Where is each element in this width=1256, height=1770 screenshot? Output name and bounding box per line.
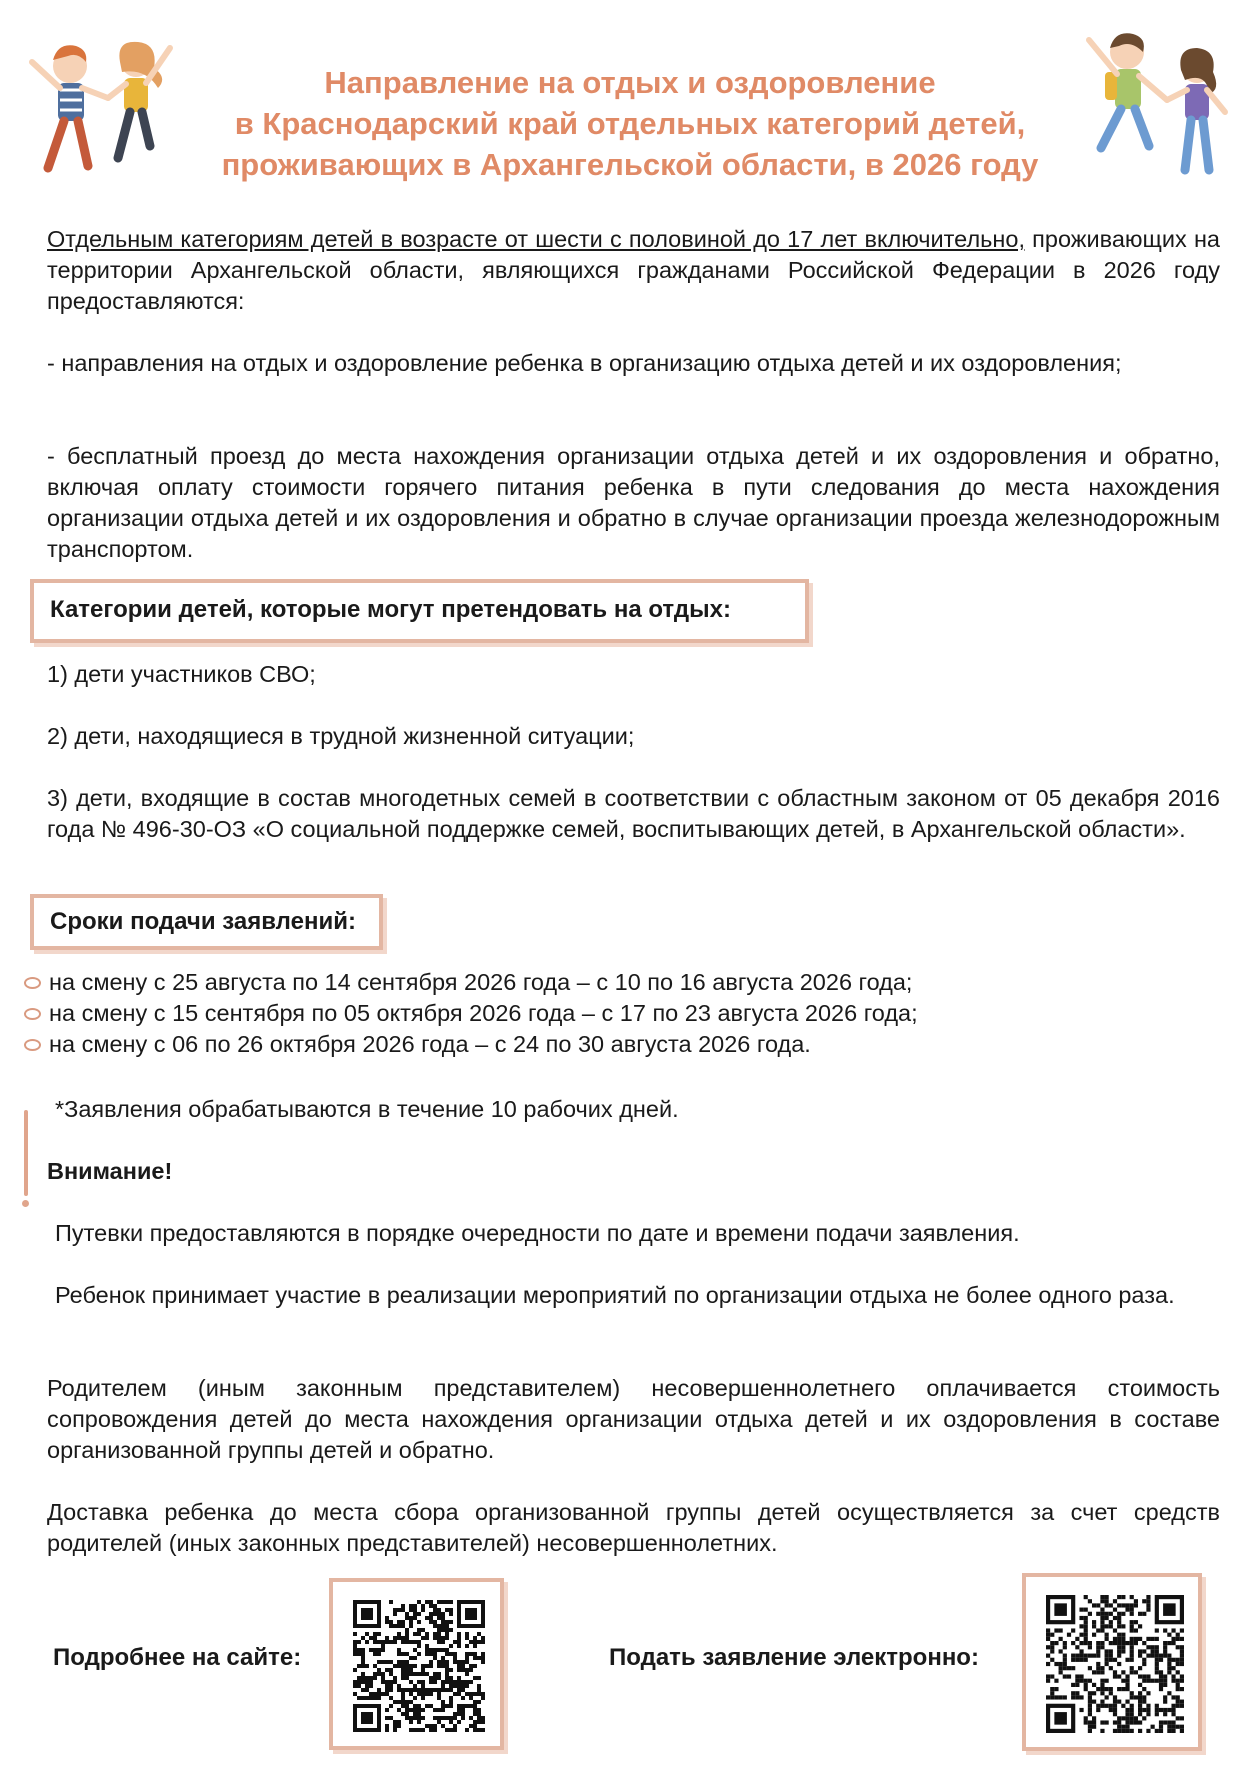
side-accent-dot xyxy=(22,1200,29,1207)
deadlines-heading: Сроки подачи заявлений: xyxy=(50,908,356,935)
attention-p2: Ребенок принимает участие в реализации мероприятий по организации отдыха не более одного раза. xyxy=(55,1282,1175,1308)
category-3: 3) дети, входящие в состав многодетных семей в соответствии с областным законом от 05 декабря 2016 года № 496-30-ОЗ «О социальной поддержке семей, воспитывающих детей, в Архангельской области». xyxy=(47,785,1220,842)
list-item: на смену с 15 сентября по 05 октября 2026 года – с 17 по 23 августа 2026 года; xyxy=(24,998,918,1029)
category-2: 2) дети, находящиеся в трудной жизненной ситуации; xyxy=(47,723,635,749)
bullet-icon xyxy=(24,1039,41,1051)
processing-note: *Заявления обрабатываются в течение 10 рабочих дней. xyxy=(55,1096,679,1122)
page-title xyxy=(170,62,1090,185)
category-1: 1) дети участников СВО; xyxy=(47,661,316,687)
title-line-2: в Краснодарский край отдельных категорий детей, xyxy=(234,106,1026,141)
attention-p1: Путевки предоставляются в порядке очередности по дате и времени подачи заявления. xyxy=(55,1220,1020,1246)
apply-qr-code[interactable] xyxy=(1046,1595,1184,1733)
site-label: Подробнее на сайте: xyxy=(53,1644,302,1671)
site-qr-frame[interactable] xyxy=(329,1578,504,1750)
bullet-icon xyxy=(24,1008,41,1020)
title-line-1: Направление на отдых и оздоровление xyxy=(324,65,936,100)
provision-1: - направления на отдых и оздоровление ребенка в организацию отдыха детей и их оздоровления; xyxy=(47,350,1122,376)
attention-p3: Родителем (иным законным представителем) несовершеннолетнего оплачивается стоимость сопровождения детей до места нахождения организации отдыха детей и их оздоровления в составе организованной группы детей и обратно. xyxy=(47,1375,1220,1463)
list-item: на смену с 25 августа по 14 сентября 2026 года – с 10 по 16 августа 2026 года; xyxy=(24,967,918,998)
intro-underlined: Отдельным категориям детей в возрасте от шести с половиной до 17 лет включительно, xyxy=(47,226,1025,252)
intro-paragraph xyxy=(47,224,1220,317)
attention-heading: Внимание! xyxy=(47,1158,173,1184)
apply-label: Подать заявление электронно: xyxy=(609,1644,979,1671)
attention-p4: Доставка ребенка до места сбора организованной группы детей осуществляется за счет средств родителей (иных законных представителей) несовершеннолетних. xyxy=(47,1499,1220,1556)
side-accent-bar xyxy=(24,1110,28,1196)
site-qr-code[interactable] xyxy=(353,1600,485,1732)
categories-heading: Категории детей, которые могут претендовать на отдых: xyxy=(50,596,731,623)
categories-heading-box xyxy=(30,579,809,643)
deadlines-heading-box xyxy=(30,894,383,950)
intro-rest: проживающих на территории Архангельской области, являющихся гражданами Российской Федерации в 2026 году предоставляются: xyxy=(47,226,1220,314)
deadlines-list xyxy=(24,967,918,1060)
bullet-icon xyxy=(24,977,41,989)
provision-2: - бесплатный проезд до места нахождения организации отдыха детей и их оздоровления и обратно, включая оплату стоимости горячего питания ребенка в пути следования до места нахождения организации отдыха детей и их оздоровления и обратно в случае организации проезда железнодорожным транспортом. xyxy=(47,443,1220,562)
apply-qr-frame[interactable] xyxy=(1022,1573,1202,1751)
children-illustration-left xyxy=(18,28,183,188)
list-item: на смену с 06 по 26 октября 2026 года – с 24 по 30 августа 2026 года. xyxy=(24,1029,918,1060)
title-line-3: проживающих в Архангельской области, в 2026 году xyxy=(221,147,1039,182)
children-illustration-right xyxy=(1075,20,1250,188)
